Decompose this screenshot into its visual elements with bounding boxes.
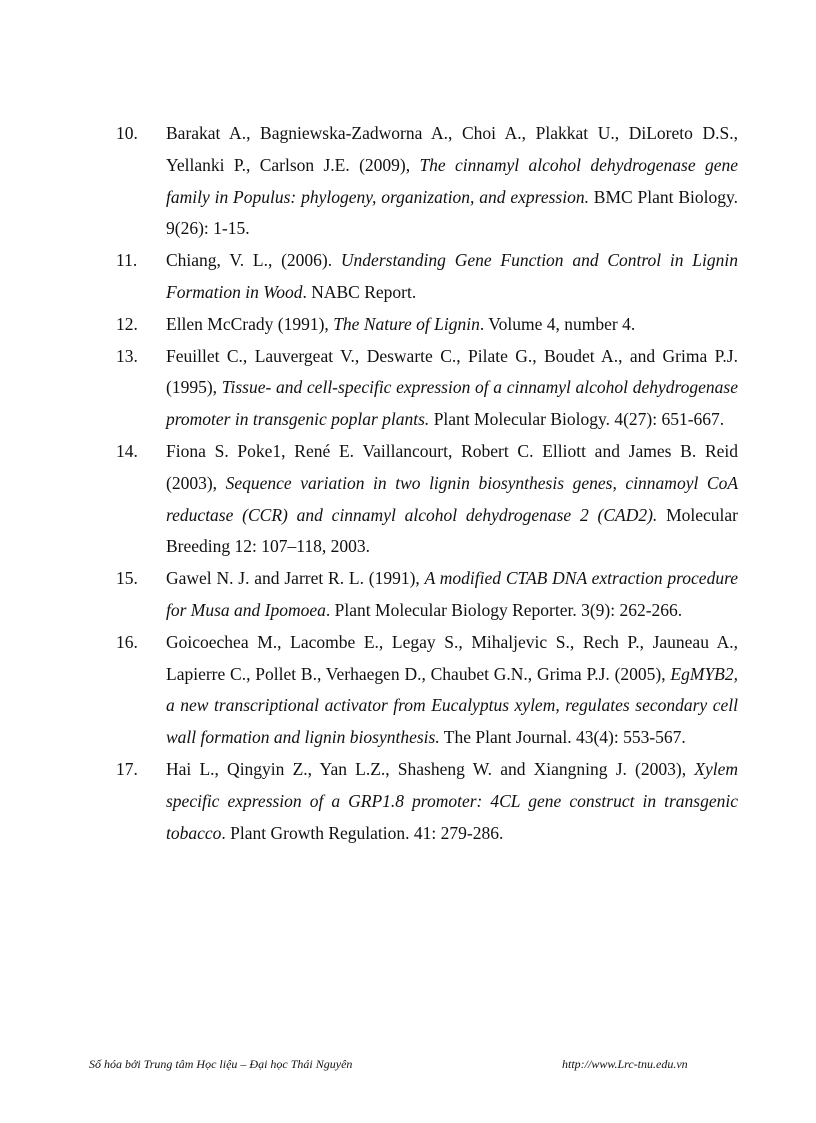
- reference-number: 14.: [116, 440, 138, 461]
- reference-authors: Chiang, V. L., (2006).: [166, 250, 341, 271]
- reference-number: 10.: [116, 123, 138, 143]
- reference-item: [116, 118, 738, 245]
- reference-title: EgMYB2, a new transcriptional activator from Eucalyptus xylem, regulates secondary cell wall formation and lignin biosynthesis.: [166, 663, 738, 748]
- reference-title: The Nature of Lignin: [333, 313, 480, 334]
- reference-item: [116, 754, 738, 849]
- reference-authors: Feuillet C., Lauvergeat V., Deswarte C., Pilate G., Boudet A., and Grima P.J. (1995),: [166, 345, 738, 398]
- footer-digitized-by: Số hóa bởi Trung tâm Học liệu – Đại học Thái Nguyên: [89, 1057, 353, 1071]
- reference-item: [116, 245, 738, 309]
- reference-source: . Plant Growth Regulation. 41: 279-286.: [221, 822, 504, 843]
- reference-number: 11.: [116, 250, 138, 271]
- reference-source: Molecular Breeding 12: 107–118, 2003.: [166, 504, 738, 557]
- reference-source: . NABC Report.: [302, 281, 417, 302]
- reference-text: [166, 754, 738, 849]
- reference-item: [116, 627, 738, 754]
- reference-item: [116, 309, 738, 341]
- reference-text: [166, 436, 738, 563]
- reference-authors: Fiona S. Poke1, René E. Vaillancourt, Robert C. Elliott and James B. Reid (2003),: [166, 440, 738, 493]
- reference-authors: Hai L., Qingyin Z., Yan L.Z., Shasheng W. and Xiangning J. (2003),: [166, 758, 695, 779]
- reference-text: [166, 341, 738, 436]
- reference-text: [166, 118, 738, 245]
- reference-authors: Gawel N. J. and Jarret R. L. (1991),: [166, 568, 425, 589]
- reference-authors: Barakat A., Bagniewska-Zadworna A., Choi A., Plakkat U., DiLoreto D.S., Yellanki P., Carlson J.E. (2009),: [166, 123, 738, 175]
- reference-text: [166, 563, 738, 627]
- reference-text: [166, 627, 738, 754]
- reference-source: Plant Molecular Biology. 4(27): 651-667.: [429, 409, 725, 430]
- reference-authors: Goicoechea M., Lacombe E., Legay S., Mihaljevic S., Rech P., Jauneau A., Lapierre C., Pollet B., Verhaegen D., Chaubet G.N., Grima P.J. (2005),: [166, 631, 738, 684]
- reference-number: 16.: [116, 631, 138, 652]
- reference-number: 15.: [116, 568, 138, 589]
- reference-text: [166, 245, 738, 309]
- footer-url: http://www.Lrc-tnu.edu.vn: [562, 1057, 688, 1071]
- reference-title: Xylem specific expression of a GRP1.8 promoter: 4CL gene construct in transgenic tobacco: [166, 758, 738, 843]
- reference-title: Tissue- and cell-specific expression of a cinnamyl alcohol dehydrogenase promoter in transgenic poplar plants.: [166, 377, 739, 430]
- reference-source: . Plant Molecular Biology Reporter. 3(9): 262-266.: [325, 599, 683, 620]
- reference-item: [116, 563, 738, 627]
- reference-number: 17.: [116, 758, 138, 779]
- reference-number: 12.: [116, 313, 138, 334]
- reference-title: Understanding Gene Function and Control in Lignin Formation in Wood: [166, 250, 739, 302]
- reference-title: The cinnamyl alcohol dehydrogenase gene family in Populus: phylogeny, organization, and expression.: [166, 154, 738, 207]
- reference-title: A modified CTAB DNA extraction procedure for Musa and Ipomoea: [166, 568, 738, 620]
- reference-source: . Volume 4, number 4.: [479, 313, 636, 334]
- reference-item: [116, 436, 738, 563]
- reference-item: [116, 341, 738, 436]
- reference-source: BMC Plant Biology. 9(26): 1-15.: [166, 186, 739, 239]
- reference-authors: Ellen McCrady (1991),: [166, 313, 334, 334]
- reference-number: 13.: [116, 345, 138, 366]
- reference-source: The Plant Journal. 43(4): 553-567.: [439, 727, 686, 748]
- reference-text: [166, 309, 738, 341]
- reference-list: [116, 118, 738, 849]
- reference-title: Sequence variation in two lignin biosynthesis genes, cinnamoyl CoA reductase (CCR) and cinnamyl alcohol dehydrogenase 2 (CAD2).: [166, 472, 739, 525]
